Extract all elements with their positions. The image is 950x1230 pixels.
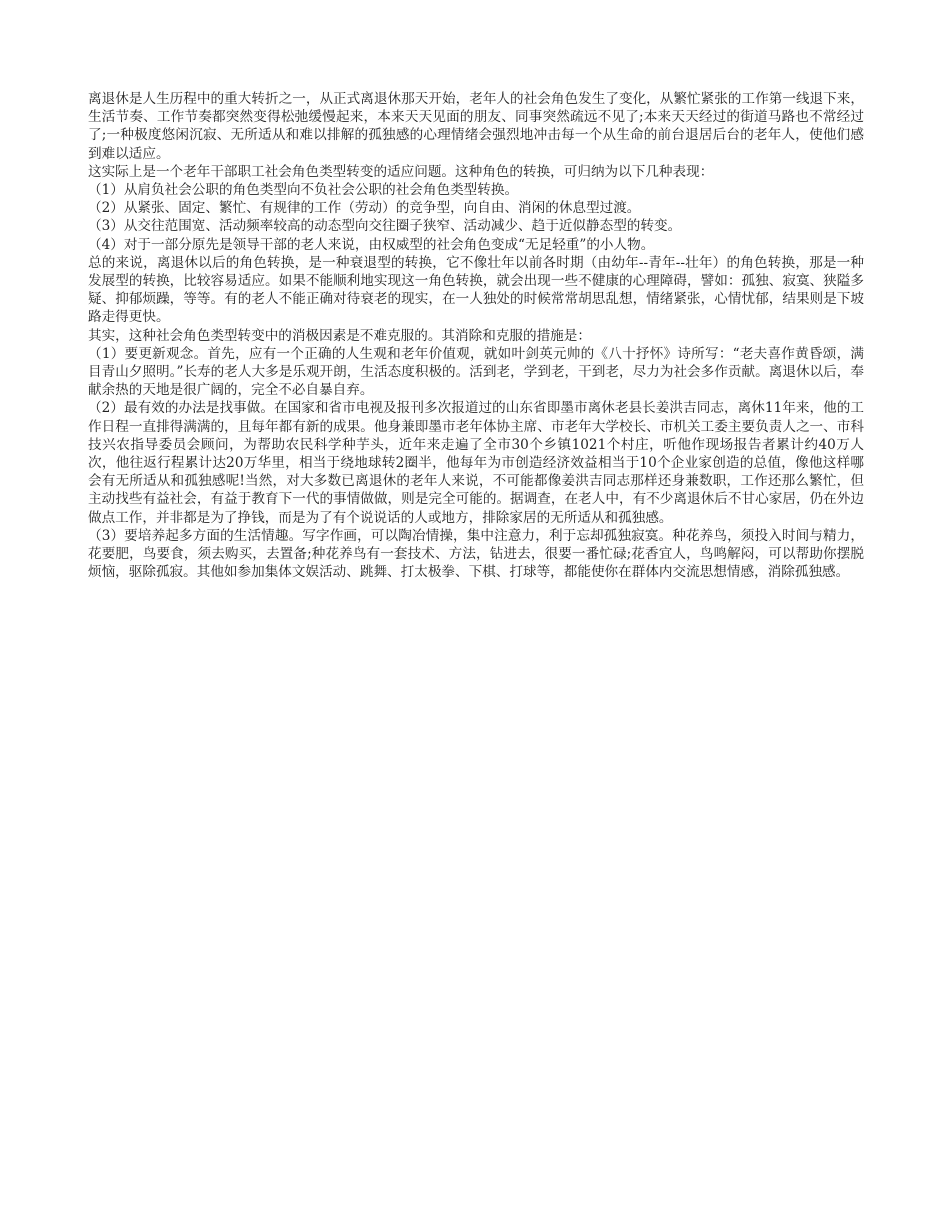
paragraph-measures-intro: 其实，这种社会角色类型转变中的消极因素是不难克服的。其消除和克服的措施是： — [88, 327, 591, 344]
list-item-role-2: （2）从紧张、固定、繁忙、有规律的工作（劳动）的竞争型，向自由、消闲的休息型过渡。 — [88, 200, 641, 217]
paragraph-summary: 总的来说，离退休以后的角色转换，是一种衰退型的转换，它不像壮年以前各时期（由幼年--青年--壮年）的角色转换，那是一种发展型的转换，比较容易适应。如果不能顺利地实现这一角色转换，就会出现一些不健康的心理障碍，譬如：孤独、寂寞、狭隘多疑、抑郁烦躁，等等。有的老人不能正确对待衰老的现实，在一人独处的时候常常胡思乱想，情绪紧张，心情忧郁，结果则是下坡路走得更快。 — [88, 254, 864, 326]
list-item-measure-3: （3）要培养起多方面的生活情趣。写字作画，可以陶冶情操，集中注意力，利于忘却孤独寂寞。种花养鸟，须投入时间与精力，花要肥，鸟要食，须去购买，去置备;种花养鸟有一套技术、方法，钻进去，很要一番忙碌;花香宜人，鸟鸣解闷，可以帮助你摆脱烦恼，驱除孤寂。其他如参加集体文娱活动、跳舞、打太极拳、下棋、打球等，都能使你在群体内交流思想情感，消除孤独感。 — [88, 527, 864, 581]
list-item-role-1: （1）从肩负社会公职的角色类型向不负社会公职的社会角色类型转换。 — [88, 182, 519, 199]
list-item-measure-1: （1）要更新观念。首先，应有一个正确的人生观和老年价值观，就如叶剑英元帅的《八十抒怀》诗所写：“老夫喜作黄昏颂，满目青山夕照明。”长寿的老人大多是乐观开朗，生活态度积极的。活到老，学到老，干到老，尽力为社会多作贡献。离退休以后，奉献余热的天地是很广阔的，完全不必自暴自弃。 — [88, 345, 864, 399]
list-item-role-4: （4）对于一部分原先是领导干部的老人来说，由权威型的社会角色变成“无足轻重”的小人物。 — [88, 236, 655, 253]
paragraph-role-change: 这实际上是一个老年干部职工社会角色类型转变的适应问题。这种角色的转换，可归纳为以下几种表现： — [88, 163, 714, 180]
paragraph-intro: 离退休是人生历程中的重大转折之一，从正式离退休那天开始，老年人的社会角色发生了变化，从繁忙紧张的工作第一线退下来，生活节奏、工作节奏都突然变得松弛缓慢起来，本来天天见面的朋友、同事突然疏远不见了;本来天天经过的街道马路也不常经过了;一种极度悠闲沉寂、无所适从和难以排解的孤独感的心理情绪会强烈地冲击每一个从生命的前台退居后台的老年人，使他们感到难以适应。 — [88, 91, 864, 162]
document-body — [88, 90, 864, 581]
list-item-measure-2: （2）最有效的办法是找事做。在国家和省市电视及报刊多次报道过的山东省即墨市离休老县长姜洪吉同志，离休11年来，他的工作日程一直排得满满的，且每年都有新的成果。他身兼即墨市老年体协主席、市老年大学校长、市机关工委主要负责人之一、市科技兴农指导委员会顾问，为帮助农民科学种芋头，近年来走遍了全市30个乡镇1021个村庄，听他作现场报告者累计约40万人次，他往返行程累计达20万华里，相当于绕地球转2圈半，他每年为市创造经济效益相当于10个企业家创造的总值，像他这样哪会有无所适从和孤独感呢!当然，对大多数已离退休的老年人来说，不可能都像姜洪吉同志那样还身兼数职，工作还那么繁忙，但主动找些有益社会，有益于教育下一代的事情做做，则是完全可能的。据调查，在老人中，有不少离退休后不甘心家居，仍在外边做点工作，并非都是为了挣钱，而是为了有个说说话的人或地方，排除家居的无所适从和孤独感。 — [88, 400, 864, 526]
list-item-role-3: （3）从交往范围宽、活动频率较高的动态型向交往圈子狭窄、活动减少、趋于近似静态型的转变。 — [88, 218, 682, 235]
